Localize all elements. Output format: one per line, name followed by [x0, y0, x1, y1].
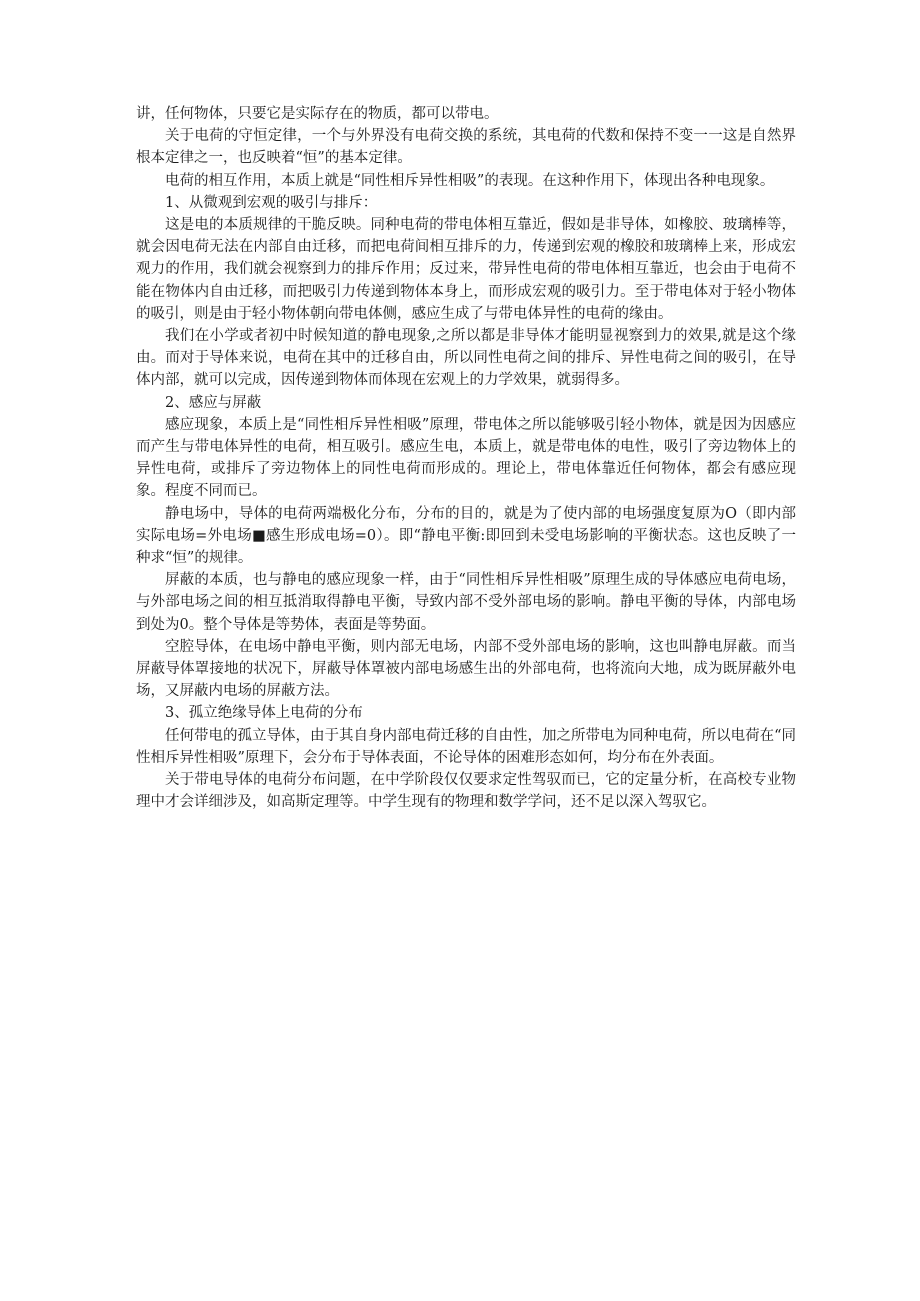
document-page	[136, 103, 796, 814]
paragraph-electrostatic-equilibrium: 静电场中，导体的电荷两端极化分布，分布的目的，就是为了使内部的电场强度复原为O（即内部实际电场=外电场■感生形成电场=0）。即“静电平衡:即回到未受电场影响的平衡状态。这也反映了一种求“恒”的规律。	[136, 505, 796, 567]
paragraph-isolated-conductor: 任何带电的孤立导体，由于其自身内部电荷迁移的自由性，加之所带电为同种电荷，所以电荷在“同性相斥异性相吸”原理下，会分布于导体表面，不论导体的困难形态如何，均分布在外表面。	[136, 727, 796, 766]
section-heading-induction-shielding: 2、感应与屏蔽	[165, 394, 262, 411]
paragraph-charge-conservation: 关于电荷的守恒定律，一个与外界没有电荷交换的系统，其电荷的代数和保持不变一一这是自然界根本定律之一，也反映着“恒”的基本定律。	[136, 128, 796, 167]
paragraph-induction: 感应现象，本质上是“同性相斥异性相吸”原理，带电体之所以能够吸引轻小物体，就是因为因感应而产生与带电体异性的电荷，相互吸引。感应生电，本质上，就是带电体的电性，吸引了旁边物体上的异性电荷，或排斥了旁边物体上的同性电荷而形成的。理论上，带电体靠近任何物体，都会有感应现象。程度不同而已。	[136, 416, 796, 500]
paragraph-charge-distribution-note: 关于带电导体的电荷分布问题，在中学阶段仅仅要求定性驾驭而已，它的定量分析，在高校专业物理中才会详细涉及，如高斯定理等。中学生现有的物理和数学学问，还不足以深入驾驭它。	[136, 772, 796, 811]
paragraph-shielding: 屏蔽的本质，也与静电的感应现象一样，由于“同性相斥异性相吸”原理生成的导体感应电荷电场，与外部电场之间的相互抵消取得静电平衡，导致内部不受外部电场的影响。静电平衡的导体，内部电场到处为0。整个导体是等势体，表面是等势面。	[136, 572, 796, 633]
paragraph-cavity-conductor: 空腔导体，在电场中静电平衡，则内部无电场，内部不受外部电场的影响，这也叫静电屏蔽。而当屏蔽导体罩接地的状况下，屏蔽导体罩被内部电场感生出的外部电荷，也将流向大地，成为既屏蔽外电场，又屏蔽内电场的屏蔽方法。	[136, 638, 796, 700]
paragraph-static-phenomena: 我们在小学或者初中时候知道的静电现象,之所以都是非导体才能明显视察到力的效果,就是这个缘由。而对于导体来说，电荷在其中的迁移自由，所以同性电荷之间的排斥、异性电荷之间的吸引，在导体内部，就可以完成，因传递到物体而体现在宏观上的力学效果，就弱得多。	[136, 328, 796, 389]
paragraph-attraction-repulsion: 这是电的本质规律的干脆反映。同种电荷的带电体相互靠近，假如是非导体，如橡胶、玻璃棒等，就会因电荷无法在内部自由迁移，而把电荷间相互排斥的力，传递到宏观的橡胶和玻璃棒上来，形成宏观力的作用，我们就会视察到力的排斥作用；反过来，带异性电荷的带电体相互靠近，也会由于电荷不能在物体内自由迁移，而把吸引力传递到物体本身上，而形成宏观的吸引力。至于带电体对于轻小物体的吸引，则是由于轻小物体朝向带电体侧，感应生成了与带电体异性的电荷的缘由。	[136, 217, 796, 322]
paragraph-continued-intro: 讲，任何物体，只要它是实际存在的物质，都可以带电。	[136, 106, 499, 122]
section-heading-attraction-repulsion: 1、从微观到宏观的吸引与排斥：	[165, 194, 378, 211]
paragraph-charge-interaction: 电荷的相互作用，本质上就是“同性相斥异性相吸”的表现。在这种作用下，体现出各种电现象。	[165, 172, 775, 189]
section-heading-charge-distribution: 3、孤立绝缘导体上电荷的分布	[165, 705, 363, 722]
